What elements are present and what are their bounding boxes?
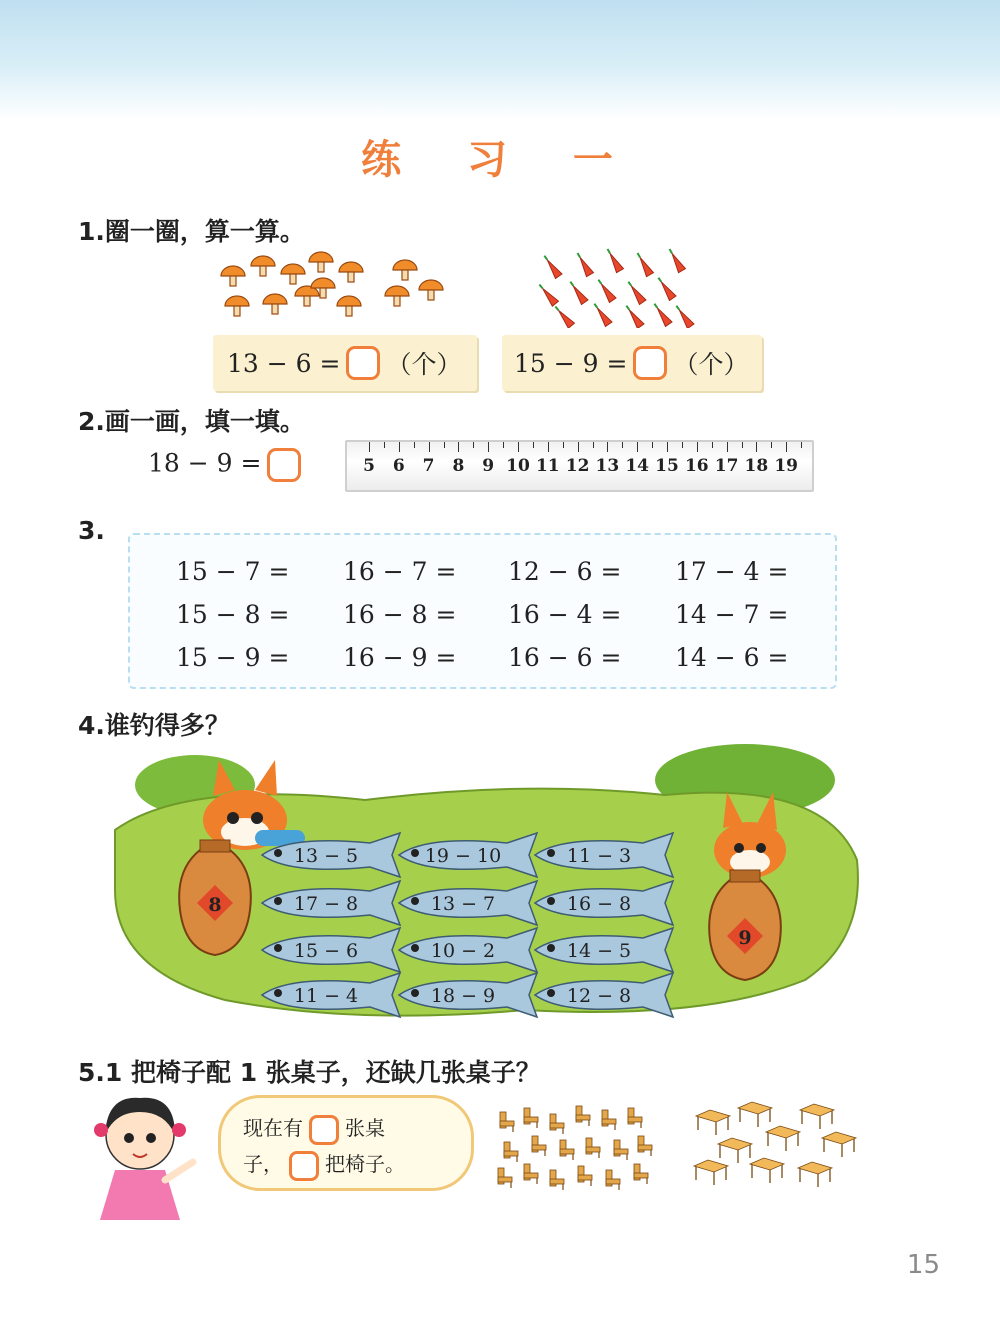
- ruler-tick: [444, 442, 445, 448]
- chair: [550, 1114, 564, 1134]
- chair: [614, 1140, 628, 1160]
- ruler-tick: [697, 442, 698, 452]
- q4-heading: [78, 706, 230, 742]
- q1-number: 1.: [78, 217, 105, 246]
- q2-number: 2.: [78, 407, 105, 436]
- fish-expression: 14 − 5: [566, 940, 632, 962]
- page-number: 15: [906, 1250, 940, 1280]
- table: [800, 1104, 834, 1129]
- chair: [576, 1106, 590, 1126]
- ruler-label: 6: [392, 456, 405, 476]
- bubble-text-a: 现在有: [243, 1116, 303, 1140]
- ruler-tick: [533, 442, 534, 448]
- chair: [578, 1166, 592, 1186]
- ruler-tick: [429, 442, 430, 452]
- ruler-label: 10: [506, 456, 530, 476]
- q3-equation: 14 − 6 =: [675, 643, 789, 672]
- chair: [602, 1110, 616, 1130]
- fish-expression: 19 − 10: [424, 845, 502, 867]
- ruler-tick: [563, 442, 564, 448]
- ruler-tick: [414, 442, 415, 448]
- q4-instruction: 谁钓得多？: [104, 711, 230, 740]
- ruler-tick: [518, 442, 519, 452]
- tables-count-box[interactable]: [309, 1115, 339, 1145]
- table: [696, 1110, 730, 1135]
- chair: [524, 1108, 538, 1128]
- ruler-label: 18: [744, 456, 769, 476]
- q3-equation: 16 − 7 =: [343, 557, 457, 586]
- table: [718, 1138, 752, 1163]
- chair: [634, 1164, 648, 1184]
- chair: [550, 1170, 564, 1190]
- ruler-tick: [801, 442, 802, 448]
- ruler-tick: [622, 442, 623, 448]
- ruler-label: 14: [625, 456, 650, 476]
- ruler-label: 16: [684, 456, 709, 476]
- q3-equation: 12 − 6 =: [508, 557, 622, 586]
- table: [766, 1126, 800, 1151]
- carrots-illustration: [535, 248, 700, 328]
- girl-illustration: [85, 1090, 205, 1230]
- chair: [606, 1170, 620, 1190]
- fish-expression: 11 − 3: [566, 845, 632, 867]
- q5-number: 5.: [78, 1058, 105, 1087]
- ruler-tick: [742, 442, 743, 448]
- chair: [524, 1164, 538, 1184]
- q5-instruction: 1 把椅子配 1 张桌子，还缺几张桌子？: [104, 1058, 541, 1087]
- ruler-tick: [727, 442, 728, 452]
- bubble-text-b: 张桌: [345, 1116, 385, 1140]
- q1-right-unit: （个）: [673, 350, 749, 379]
- q1-instruction: 圈一圈，算一算。: [104, 217, 305, 246]
- ruler-label: 19: [774, 456, 799, 476]
- ruler-tick: [458, 442, 459, 452]
- q1-right-equation: 15 − 9 =: [514, 348, 628, 378]
- page-title: 练 习 一: [361, 137, 639, 183]
- q1-left-answer-box[interactable]: [346, 346, 380, 380]
- ruler-tick: [503, 442, 504, 448]
- q3-exercise-card: [128, 533, 837, 689]
- q1-right-answer-box[interactable]: [633, 346, 667, 380]
- fish-expression: 13 − 7: [430, 893, 496, 915]
- ruler-tick: [652, 442, 653, 448]
- table: [750, 1158, 784, 1183]
- ruler-tick: [548, 442, 549, 452]
- ruler-label: 17: [714, 456, 739, 476]
- table: [822, 1132, 856, 1157]
- q3-equation: 16 − 4 =: [508, 600, 622, 629]
- ruler-tick: [771, 442, 772, 448]
- q3-equation: 16 − 6 =: [508, 643, 622, 672]
- ruler-tick: [712, 442, 713, 448]
- table: [798, 1162, 832, 1187]
- fish-expression: 15 − 6: [293, 940, 359, 962]
- ruler-tick: [756, 442, 757, 452]
- fish-expression: 17 − 8: [293, 893, 359, 915]
- q3-equation: 17 − 4 =: [675, 557, 789, 586]
- ruler-label: 9: [482, 456, 495, 476]
- chairs-illustration: [490, 1100, 660, 1190]
- q2-answer-box[interactable]: [267, 448, 301, 482]
- bubble-text-d: 把椅子。: [325, 1152, 405, 1176]
- bubble-text-c: 子，: [243, 1152, 283, 1176]
- fishing-scene: [105, 740, 865, 1030]
- fish-expression: 16 − 8: [566, 893, 632, 915]
- q1-right-equation-note: [502, 335, 762, 391]
- ruler-tick: [667, 442, 668, 452]
- ruler-label: 15: [655, 456, 679, 476]
- table: [694, 1160, 728, 1185]
- chair: [586, 1138, 600, 1158]
- ruler-label: 13: [595, 456, 620, 476]
- ruler-tick: [607, 442, 608, 452]
- q5-heading: [78, 1053, 541, 1089]
- jar-left-number: 8: [208, 894, 222, 916]
- q3-equation: 15 − 9 =: [176, 643, 290, 672]
- fish-expression: 18 − 9: [430, 985, 496, 1007]
- fish-expression: 11 − 4: [293, 985, 359, 1007]
- ruler-label: 11: [535, 456, 560, 476]
- chair: [638, 1136, 652, 1156]
- ruler-tick: [682, 442, 683, 448]
- ruler-tick: [473, 442, 474, 448]
- ruler-tick: [384, 442, 385, 448]
- ruler-label: 5: [363, 456, 375, 476]
- q1-left-equation: 13 − 6 =: [227, 348, 341, 378]
- q3-equation: 15 − 7 =: [176, 557, 290, 586]
- q2-instruction: 画一画，填一填。: [104, 407, 305, 436]
- ruler-tick: [593, 442, 594, 448]
- q2-equation: 18 − 9 =: [148, 448, 262, 478]
- q3-equation: 16 − 8 =: [343, 600, 457, 629]
- ruler-tick: [488, 442, 489, 452]
- chair: [504, 1142, 518, 1162]
- q3-equation: 16 − 9 =: [343, 643, 457, 672]
- ruler-tick: [578, 442, 579, 452]
- q3-equation: 15 − 8 =: [176, 600, 290, 629]
- chair: [500, 1112, 514, 1132]
- q2-heading: [78, 402, 305, 438]
- number-ruler: [345, 440, 814, 492]
- table: [738, 1102, 772, 1127]
- q3-number: 3.: [78, 516, 105, 545]
- q1-left-unit: （个）: [386, 350, 462, 379]
- q3-equation: 14 − 7 =: [675, 600, 789, 629]
- chair: [628, 1108, 642, 1128]
- q4-number: 4.: [78, 711, 105, 740]
- ruler-label: 7: [422, 456, 435, 476]
- chair: [498, 1168, 512, 1188]
- fish-expression: 13 − 5: [293, 845, 359, 867]
- chair: [560, 1140, 574, 1160]
- q2-equation-row: [148, 448, 307, 482]
- ruler-tick: [399, 442, 400, 452]
- ruler-tick: [637, 442, 638, 452]
- ruler-label: 8: [452, 456, 465, 476]
- chair: [532, 1136, 546, 1156]
- jar-right-number: 9: [738, 927, 752, 949]
- fish-expression: 12 − 8: [566, 985, 632, 1007]
- ruler-label: 12: [565, 456, 590, 476]
- sky-header-band: [0, 0, 1000, 120]
- chairs-count-box[interactable]: [289, 1151, 319, 1181]
- fish-expression: 10 − 2: [430, 940, 496, 962]
- mushrooms-illustration: [215, 242, 455, 322]
- speech-bubble: [218, 1095, 474, 1191]
- q1-left-equation-note: [213, 335, 477, 391]
- ruler-tick: [786, 442, 787, 452]
- ruler-tick: [369, 442, 370, 452]
- tables-illustration: [688, 1096, 868, 1191]
